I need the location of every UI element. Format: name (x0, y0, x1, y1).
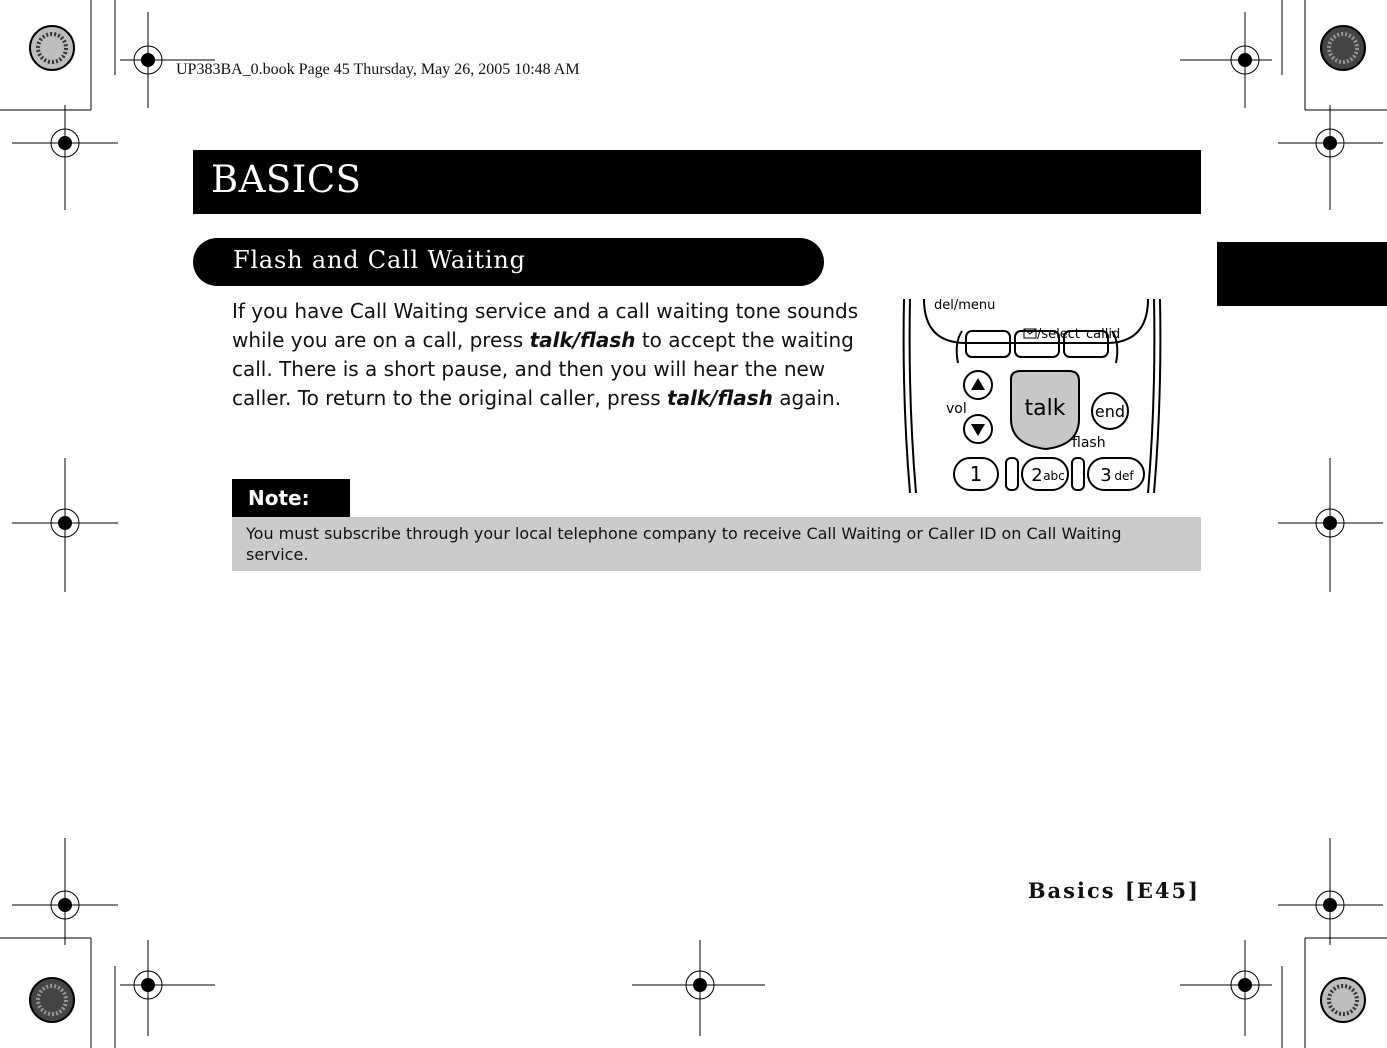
key-3-digit: 3 (1100, 465, 1112, 486)
key-name: talk/flash (529, 328, 636, 352)
note-text: You must subscribe through your local telephone company to receive Call Waiting or Caller ID on Call Waiting service. (246, 524, 1122, 564)
section-header-bar (193, 150, 1201, 214)
softkey-label-select: /select (1037, 327, 1081, 342)
body-paragraph (232, 297, 862, 413)
key-2-letters: abc (1043, 469, 1065, 483)
body-text-part: again. (772, 386, 842, 410)
key-3-letters: def (1114, 469, 1134, 483)
vol-label: vol (946, 401, 967, 417)
key-2-digit: 2 (1031, 465, 1043, 486)
body-text-part: If you have Call Waiting service and a call waiting tone sounds while you are on a call, press (232, 299, 859, 352)
phone-keypad-illustration (896, 299, 1176, 495)
subheading-bar (193, 238, 824, 286)
body-text-part: to accept the waiting call. There is a short pause, and then you will hear the new caller. To return to the original caller, press (232, 328, 854, 410)
down-arrow-icon (971, 424, 985, 436)
print-header: UP383BA_0.book Page 45 Thursday, May 26, 2005 10:48 AM (176, 61, 580, 78)
softkey-label-callid: callid (1086, 327, 1121, 342)
chapter-tab (1217, 242, 1387, 306)
key-name: talk/flash (667, 386, 773, 410)
softkey-label-delmenu: del/menu (934, 299, 996, 313)
key-1-digit: 1 (969, 462, 983, 486)
note-box (232, 517, 1201, 571)
subheading-title: Flash and Call Waiting (233, 246, 526, 274)
end-label: end (1094, 402, 1126, 421)
talk-label: talk (1024, 396, 1066, 421)
note-label: Note: (248, 486, 310, 510)
page-footer: Basics [E45] (1027, 878, 1200, 903)
flash-label: flash (1072, 435, 1106, 451)
note-label-box (232, 479, 350, 517)
up-arrow-icon (971, 378, 985, 390)
section-title: BASICS (211, 158, 362, 201)
